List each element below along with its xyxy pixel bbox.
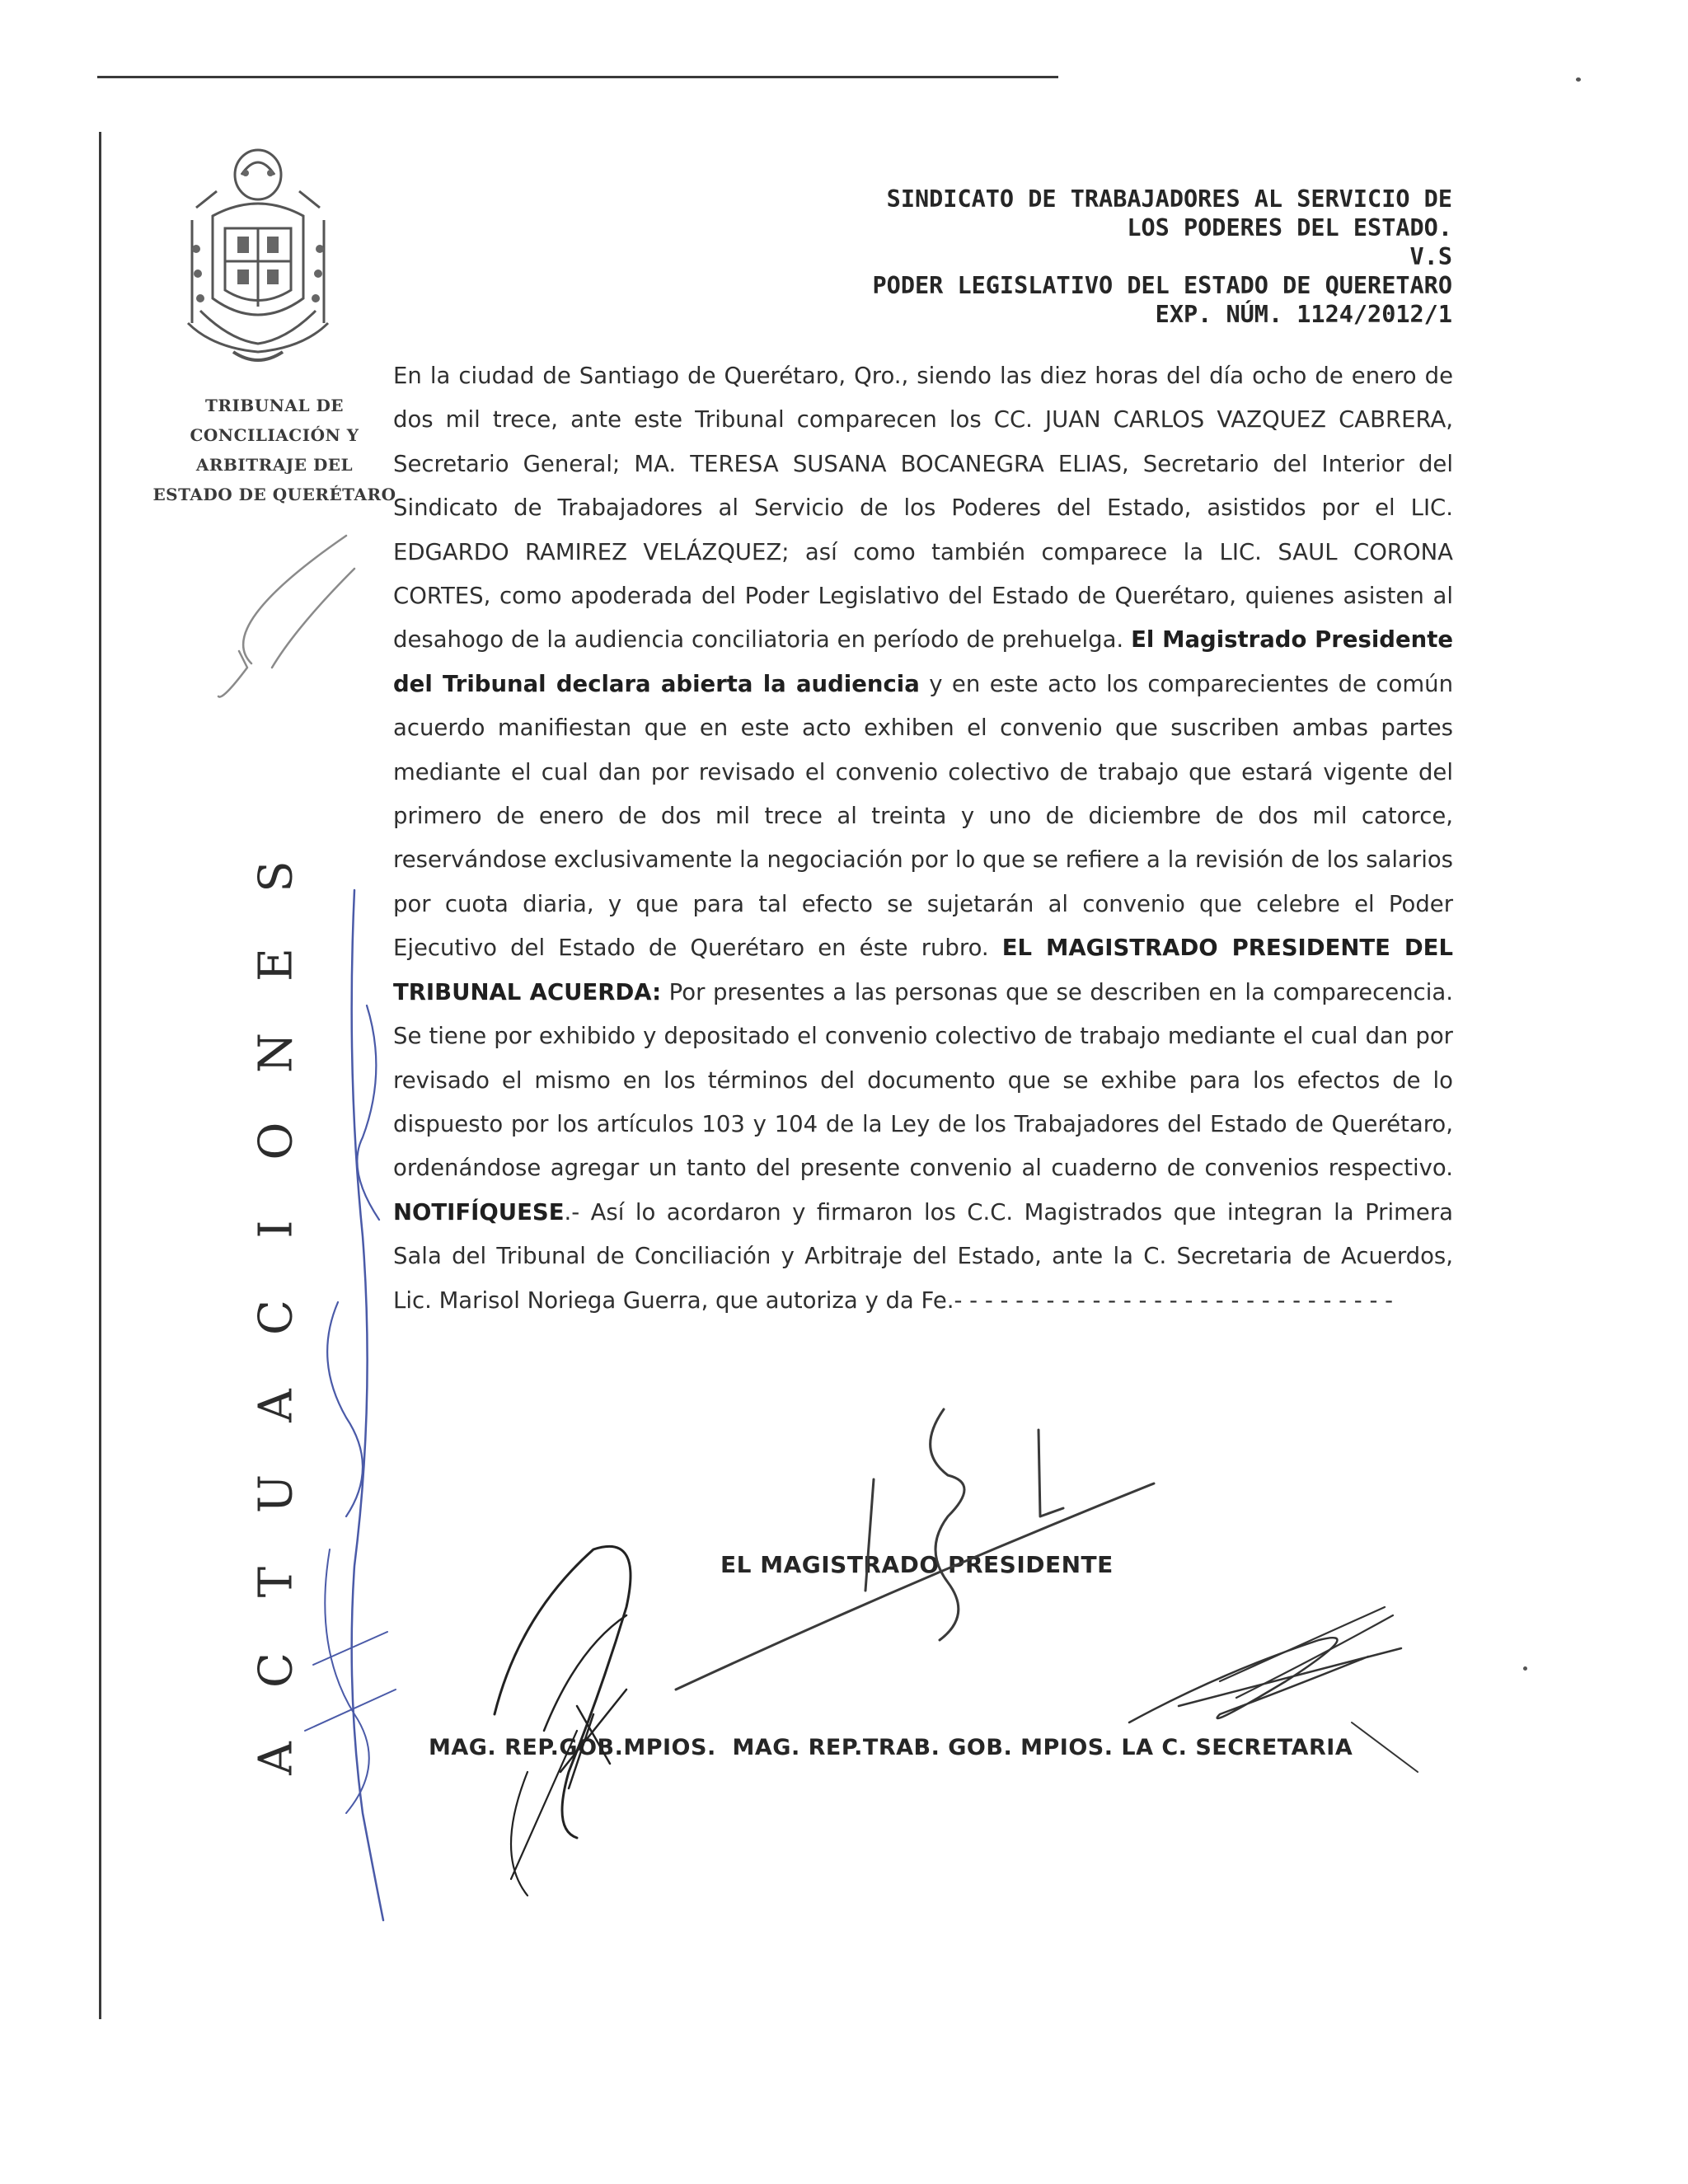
header-line: SINDICATO DE TRABAJADORES AL SERVICIO DE — [886, 185, 1452, 213]
stamp-letter: E — [249, 948, 303, 982]
magistrado-presidente-caption: EL MAGISTRADO PRESIDENTE — [720, 1551, 1114, 1578]
stamp-letter: C — [249, 1652, 303, 1688]
body-bold-text: El Magistrado Presidente del Tribunal declara abierta la audiencia — [393, 626, 1453, 697]
body-text: En la ciudad de Santiago de Querétaro, Qro., siendo las diez horas del día ocho de enero de dos mil trece, ante este Tribunal comparecen los CC. JUAN CARLOS VAZQUEZ CABRERA, Secretario General; MA. TERESA SUSANA BOCANEGRA ELIAS, Secretario del Interior del Sindicato de Trabajadores al Servicio de los Poderes del Estado, asistidos por el LIC. EDGARDO RAMIREZ VELÁZQUEZ; así como también comparece la LIC. SAUL CORONA CORTES, como apoderada del Poder Legislativo del Estado de Querétaro, quienes asisten al desahogo de la audiencia conciliatoria en período de prehuelga. — [393, 363, 1453, 654]
tribunal-line: CONCILIACIÓN Y — [190, 425, 359, 445]
page-left-border — [99, 132, 101, 2019]
scan-speck — [1576, 77, 1581, 82]
body-text: .- Así lo acordaron y firmaron los C.C. Magistrados que integran la Primera Sala del Tribunal de Conciliación y Arbitraje del Estado, ante la C. Secretaria de Acuerdos, Lic. Marisol Noriega Guerra, que autoriza y da Fe.- - - - - - - - - - - - - - - - - - - - - - - - - - - - - — [393, 1198, 1453, 1314]
case-header — [628, 185, 1452, 329]
stamp-letter: A — [249, 1741, 303, 1775]
stamp-letter: O — [249, 1122, 303, 1160]
stamp-letter: S — [249, 860, 303, 893]
stamp-letter: N — [249, 1033, 303, 1073]
stamp-letter: T — [249, 1566, 303, 1598]
body-text: Por presentes a las personas que se describen en la comparecencia. Se tiene por exhibido y depositado el convenio colectivo de trabajo mediante el cual dan por revisado el mismo en los términos del documento que se exhibe para los efectos de lo dispuesto por los artículos 103 y 104 de la Ley de los Trabajadores del Estado de Querétaro, ordenándose agregar un tanto del presente convenio al cuaderno de convenios respectivo. — [393, 978, 1453, 1182]
case-number: EXP. NÚM. 1124/2012/1 — [1155, 301, 1452, 328]
signatories-line: MAG. REP.GOB.MPIOS. MAG. REP.TRAB. GOB. MPIOS. LA C. SECRETARIA — [429, 1735, 1353, 1760]
body-text: y en este acto los comparecientes de común acuerdo manifiestan que en este acto exhiben el convenio que suscriben ambas partes mediante el cual dan por revisado el convenio colectivo de trabajo que estará vigente del primero de enero de dos mil trece al treinta y uno de diciembre de dos mil catorce, reservándose exclusivamente la negociación por lo que se refiere a la revisión de los salarios por cuota diaria, y que para tal efecto se sujetarán al convenio que celebre el Poder Ejecutivo del Estado de Querétaro en éste rubro. — [393, 670, 1453, 962]
tribunal-line: ARBITRAJE DEL — [195, 455, 354, 475]
actuaciones-vertical-label — [247, 832, 305, 1802]
notifiquese-text: NOTIFÍQUESE — [393, 1198, 565, 1226]
header-line: PODER LEGISLATIVO DEL ESTADO DE QUERETARO — [872, 272, 1452, 299]
body-bold-text: EL MAGISTRADO PRESIDENTE DEL TRIBUNAL ACUERDA: — [393, 935, 1453, 1005]
hearing-record-body — [393, 354, 1453, 1323]
header-line: LOS PODERES DEL ESTADO. — [1127, 214, 1452, 241]
stamp-letter: A — [249, 1389, 303, 1422]
tribunal-caption — [147, 391, 402, 509]
tribunal-line: TRIBUNAL DE — [204, 396, 345, 415]
stamp-letter: I — [249, 1220, 303, 1239]
stamp-letter: C — [249, 1300, 303, 1335]
coat-of-arms-seal — [180, 142, 336, 381]
stamp-letter: U — [249, 1474, 303, 1514]
scan-speck — [1523, 1666, 1527, 1671]
header-line: V.S — [1409, 243, 1452, 270]
tribunal-line: ESTADO DE QUERÉTARO — [152, 485, 396, 504]
page-top-border — [97, 76, 1058, 78]
